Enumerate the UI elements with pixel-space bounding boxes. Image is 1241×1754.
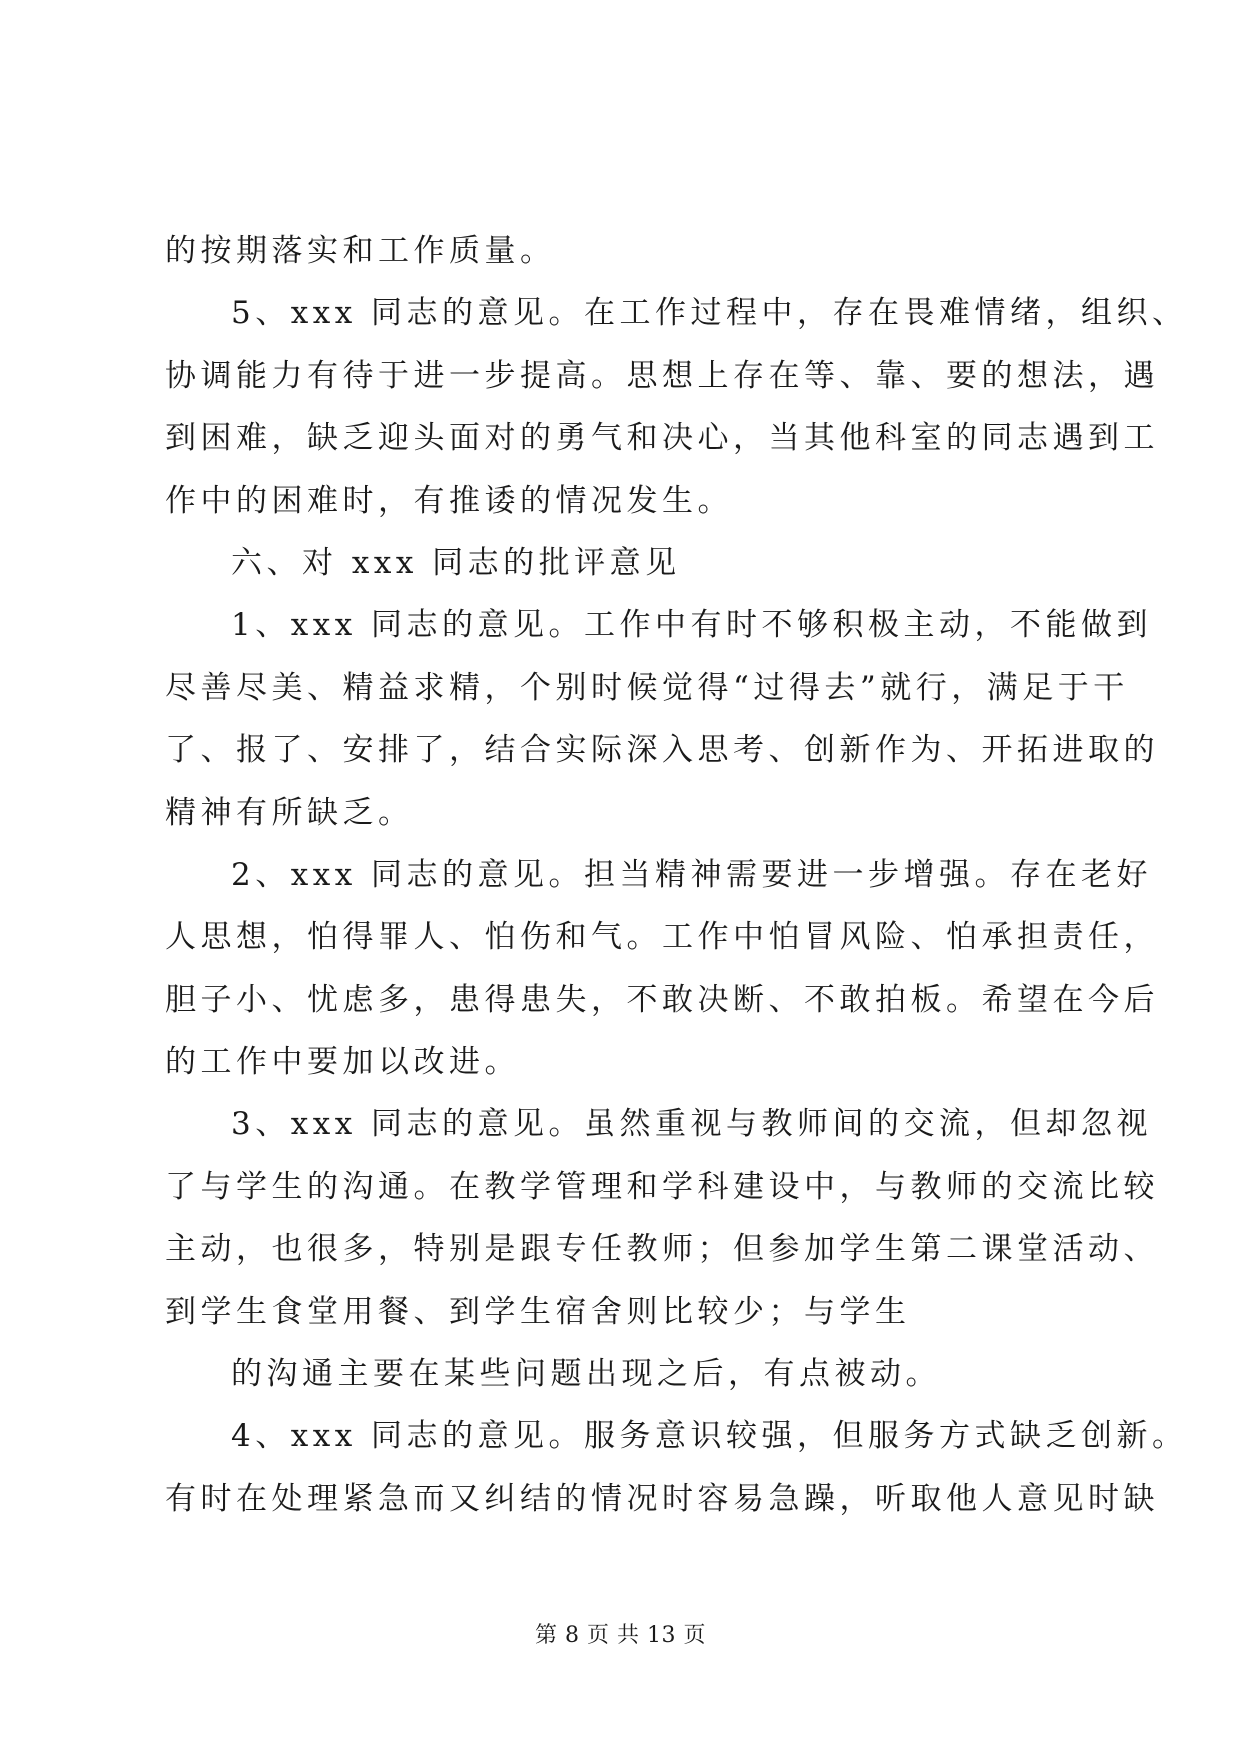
text-line: 到困难，缺乏迎头面对的勇气和决心，当其他科室的同志遇到工 [165,420,1159,457]
text-line: 有时在处理紧急而又纠结的情况时容易急躁，听取他人意见时缺 [165,1480,1159,1517]
text-line: 主动，也很多，特别是跟专任教师；但参加学生第二课堂活动、 [165,1231,1159,1268]
text-line: 的工作中要加以改进。 [165,1044,520,1081]
text-line: 人思想，怕得罪人、怕伤和气。工作中怕冒风险、怕承担责任， [165,919,1159,956]
text-line: 的沟通主要在某些问题出现之后，有点被动。 [231,1356,941,1393]
section-heading: 六、对 xxx 同志的批评意见 [231,544,681,581]
text-line: 胆子小、忧虑多，患得患失，不敢决断、不敢拍板。希望在今后 [165,981,1159,1018]
text-line: 5、xxx 同志的意见。在工作过程中，存在畏难情绪，组织、 [231,295,1188,332]
text-line: 的按期落实和工作质量。 [165,233,556,269]
text-line: 2、xxx 同志的意见。担当精神需要进一步增强。存在老好 [231,856,1153,893]
text-line: 4、xxx 同志的意见。服务意识较强，但服务方式缺乏创新。 [231,1418,1188,1455]
page-number-footer: 第 8 页 共 13 页 [535,1623,706,1648]
text-line: 作中的困难时，有推诿的情况发生。 [165,482,733,519]
text-line: 1、xxx 同志的意见。工作中有时不够积极主动，不能做到 [231,607,1153,644]
text-line: 了、报了、安排了，结合实际深入思考、创新作为、开拓进取的 [165,732,1159,769]
text-line: 3、xxx 同志的意见。虽然重视与教师间的交流，但却忽视 [231,1106,1153,1143]
text-line: 了与学生的沟通。在教学管理和学科建设中，与教师的交流比较 [165,1168,1159,1205]
text-line: 尽善尽美、精益求精，个别时候觉得“过得去”就行，满足于干 [165,669,1129,706]
text-line: 协调能力有待于进一步提高。思想上存在等、靠、要的想法，遇 [165,357,1159,394]
text-line: 精神有所缺乏。 [165,794,414,831]
text-line: 到学生食堂用餐、到学生宿舍则比较少；与学生 [165,1293,911,1330]
body-text [165,220,1188,1530]
